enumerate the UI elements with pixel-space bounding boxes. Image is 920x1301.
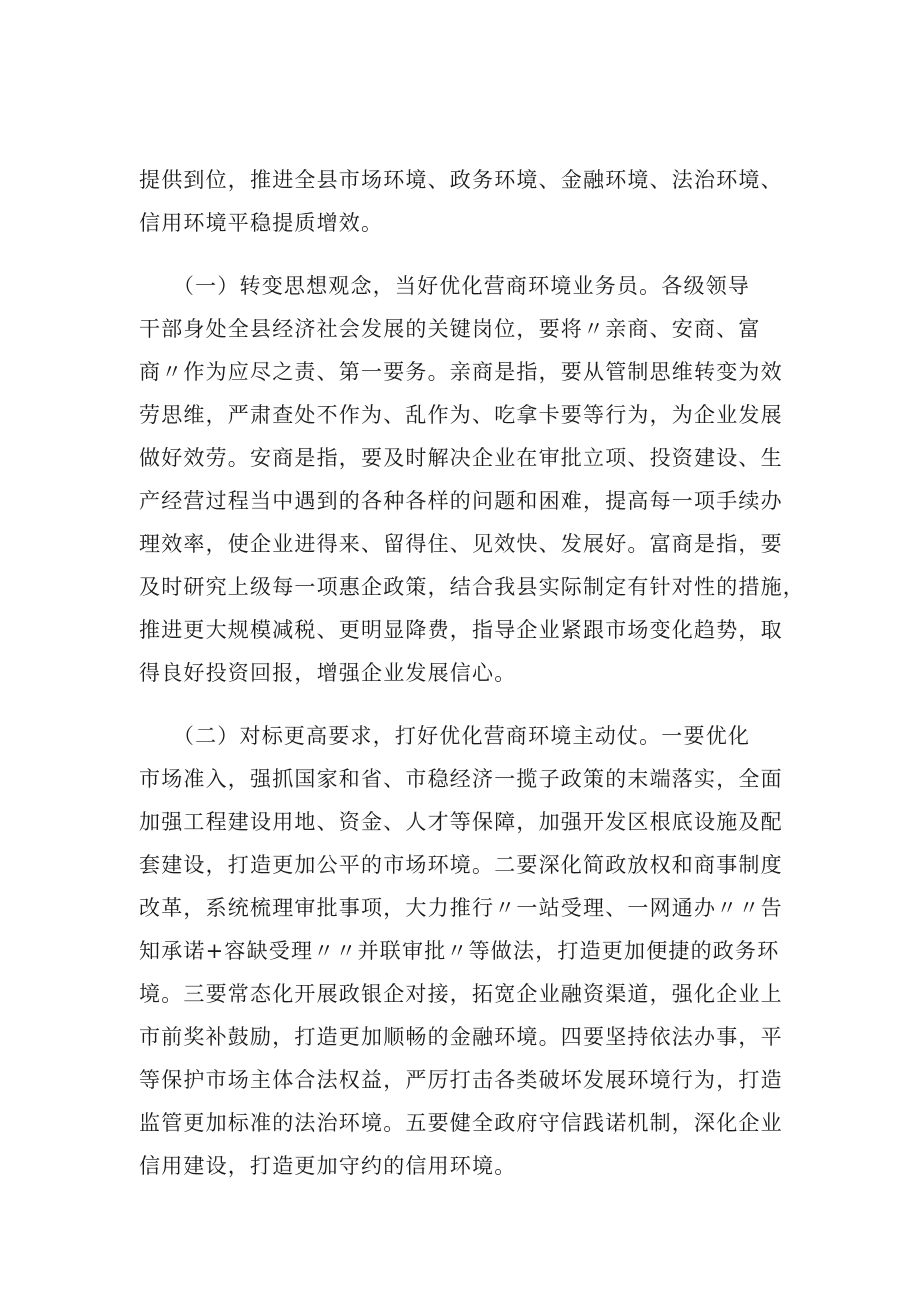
text-line: 做好效劳。安商是指，要及时解决企业在审批立项、投资建设、生 <box>139 446 783 470</box>
paragraph-intro-continuation <box>139 159 819 245</box>
text-line: 市前奖补鼓励，打造更加顺畅的金融环境。四要坚持依法办事，平 <box>139 1025 783 1049</box>
text-line: 套建设，打造更加公平的市场环境。二要深化简政放权和商事制度 <box>139 853 783 877</box>
text-line: 等保护市场主体合法权益，严厉打击各类破坏发展环境行为，打造 <box>139 1068 783 1092</box>
text-line: 得良好投资回报，增强企业发展信心。 <box>139 661 517 685</box>
text-line: 境。三要常态化开展政银企对接，拓宽企业融资渠道，强化企业上 <box>139 982 783 1006</box>
text-line: 劳思维，严肃查处不作为、乱作为、吃拿卡要等行为，为企业发展 <box>139 403 783 427</box>
text-line: （一）转变思想观念，当好优化营商环境业务员。各级领导 <box>139 274 751 298</box>
text-line: 推进更大规模减税、更明显降费，指导企业紧跟市场变化趋势，取 <box>139 618 783 642</box>
text-line: 商〃作为应尽之责、第一要务。亲商是指，要从管制思维转变为效 <box>139 360 783 384</box>
document-body <box>139 159 819 1188</box>
text-line: 干部身处全县经济社会发展的关键岗位，要将〃亲商、安商、富 <box>139 317 761 341</box>
text-line: 提供到位，推进全县市场环境、政务环境、金融环境、法治环境、 <box>139 168 783 192</box>
text-line: 理效率，使企业进得来、留得住、见效快、发展好。富商是指，要 <box>139 532 783 556</box>
text-line: 信用环境平稳提质增效。 <box>139 211 384 235</box>
paragraph-section-two <box>139 715 819 1188</box>
paragraph-section-one <box>139 265 819 695</box>
text-line: 及时研究上级每一项惠企政策，结合我县实际制定有针对性的措施， <box>139 575 805 599</box>
text-line: 产经营过程当中遇到的各种各样的问题和困难，提高每一项手续办 <box>139 489 783 513</box>
text-line: （二）对标更高要求，打好优化营商环境主动仗。一要优化 <box>139 724 751 748</box>
text-line: 加强工程建设用地、资金、人才等保障，加强开发区根底设施及配 <box>139 810 783 834</box>
text-line: 市场准入，强抓国家和省、市稳经济一揽子政策的末端落实，全面 <box>139 767 783 791</box>
text-line: 信用建设，打造更加守约的信用环境。 <box>139 1154 517 1178</box>
text-line: 改革，系统梳理审批事项，大力推行〃一站受理、一网通办〃〃告 <box>139 896 783 920</box>
text-line: 监管更加标准的法治环境。五要健全政府守信践诺机制，深化企业 <box>139 1111 783 1135</box>
text-line: 知承诺+容缺受理〃〃并联审批〃等做法，打造更加便捷的政务环 <box>139 939 780 963</box>
